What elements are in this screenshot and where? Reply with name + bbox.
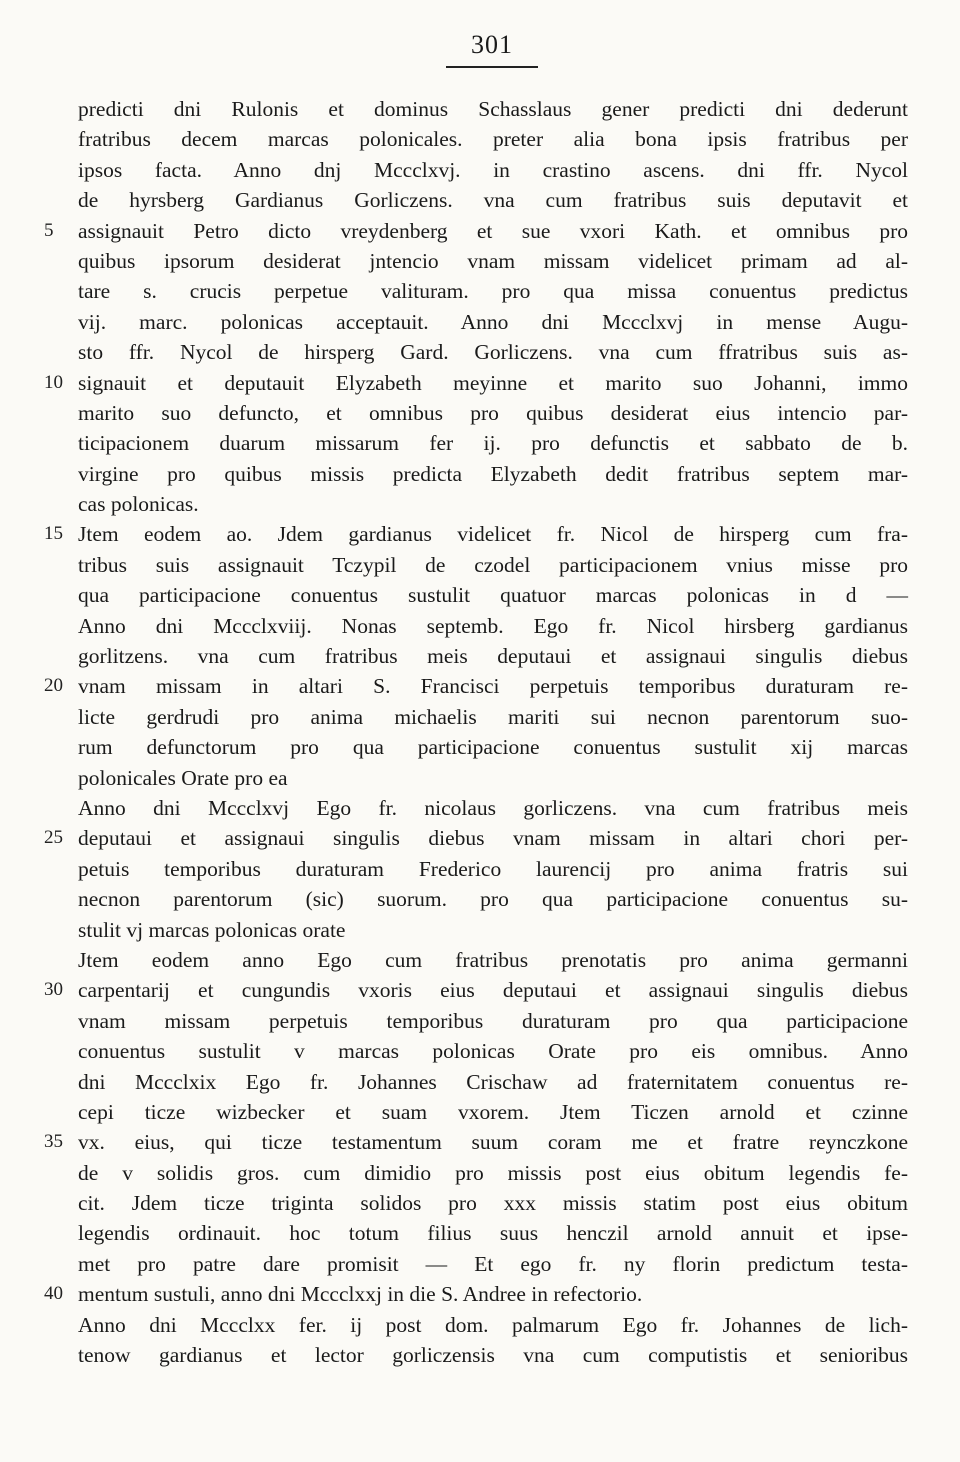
line-number: 10 <box>44 371 63 393</box>
line-text: de v solidis gros. cum dimidio pro missis post eius obitum legendis fe- <box>78 1160 908 1185</box>
text-line <box>78 307 908 337</box>
text-line <box>78 1340 908 1370</box>
line-text: signauit et deputauit Elyzabeth meyinne et marito suo Johanni, immo <box>78 370 908 395</box>
line-text: vx. eius, qui ticze testamentum suum coram me et fratre reynczkone <box>78 1130 908 1155</box>
line-text: vnam missam in altari S. Francisci perpetuis temporibus duraturam re- <box>78 674 908 699</box>
text-line <box>44 519 908 549</box>
line-text: Anno dni Mccclxx fer. ij post dom. palmarum Ego fr. Johannes de lich- <box>78 1312 908 1337</box>
line-text: cas polonicas. <box>78 492 199 517</box>
line-text: tenow gardianus et lector gorliczensis vna cum computistis et senioribus <box>78 1343 908 1368</box>
line-text: deputaui et assignaui singulis diebus vnam missam in altari chori per- <box>78 826 908 851</box>
text-line <box>78 1188 908 1218</box>
text-line <box>78 732 908 762</box>
text-line <box>78 641 908 671</box>
line-text: Anno dni Mccclxvj Ego fr. nicolaus gorliczens. vna cum fratribus meis <box>78 795 908 820</box>
line-text: virgine pro quibus missis predicta Elyzabeth dedit fratribus septem mar- <box>78 461 908 486</box>
text-line <box>78 763 908 793</box>
line-number: 40 <box>44 1283 63 1305</box>
text-line <box>78 1158 908 1188</box>
line-text: petuis temporibus duraturam Frederico laurencij pro anima fratris sui <box>78 856 908 881</box>
line-text: legendis ordinauit. hoc totum filius suus henczil arnold annuit et ipse- <box>78 1221 908 1246</box>
line-text: sto ffr. Nycol de hirsperg Gard. Gorliczens. vna cum ffratribus suis as- <box>78 340 908 365</box>
line-text: cit. Jdem ticze triginta solidos pro xxx missis statim post eius obitum <box>78 1191 908 1216</box>
text-line <box>78 550 908 580</box>
line-text: tribus suis assignauit Tczypil de czodel participacionem vnius misse pro <box>78 552 908 577</box>
line-text: polonicales Orate pro ea <box>78 765 288 790</box>
text-line <box>78 1310 908 1340</box>
text-line <box>78 459 908 489</box>
line-text: ipsos facta. Anno dnj Mccclxvj. in crastino ascens. dni ffr. Nycol <box>78 157 908 182</box>
text-line <box>44 671 908 701</box>
text-line <box>78 246 908 276</box>
text-line <box>78 945 908 975</box>
text-line <box>78 702 908 732</box>
page-number: 301 <box>471 30 513 59</box>
text-line <box>78 94 908 124</box>
line-text: met pro patre dare promisit — Et ego fr. ny florin predictum testa- <box>78 1251 908 1276</box>
text-line <box>78 580 908 610</box>
line-number: 15 <box>44 523 63 545</box>
text-line <box>78 1218 908 1248</box>
text-line <box>78 915 908 945</box>
line-text: Jtem eodem ao. Jdem gardianus videlicet fr. Nicol de hirsperg cum fra- <box>78 522 908 547</box>
line-text: dni Mccclxix Ego fr. Johannes Crischaw ad fraternitatem conuentus re- <box>78 1069 908 1094</box>
document-body <box>44 94 908 1370</box>
text-line <box>78 185 908 215</box>
text-line <box>44 368 908 398</box>
text-line <box>44 975 908 1005</box>
text-line <box>78 884 908 914</box>
text-line <box>78 611 908 641</box>
line-text: vij. marc. polonicas acceptauit. Anno dni Mccclxvj in mense Augu- <box>78 309 908 334</box>
text-line <box>44 823 908 853</box>
line-text: Jtem eodem anno Ego cum fratribus prenotatis pro anima germanni <box>78 947 908 972</box>
text-line <box>78 1249 908 1279</box>
text-line <box>78 1006 908 1036</box>
text-line <box>78 854 908 884</box>
line-text: cepi ticze wizbecker et suam vxorem. Jtem Ticzen arnold et czinne <box>78 1099 908 1124</box>
line-text: gorlitzens. vna cum fratribus meis deputaui et assignaui singulis diebus <box>78 644 908 669</box>
line-text: fratribus decem marcas polonicales. preter alia bona ipsis fratribus per <box>78 127 908 152</box>
line-number: 35 <box>44 1131 63 1153</box>
text-line <box>78 489 908 519</box>
line-text: carpentarij et cungundis vxoris eius deputaui et assignaui singulis diebus <box>78 978 908 1003</box>
text-line <box>78 428 908 458</box>
text-line <box>78 1067 908 1097</box>
line-text: marito suo defuncto, et omnibus pro quibus desiderat eius intencio par- <box>78 400 908 425</box>
line-text: predicti dni Rulonis et dominus Schasslaus gener predicti dni dederunt <box>78 97 908 121</box>
text-line <box>78 398 908 428</box>
page-number-rule <box>446 66 538 68</box>
line-number: 25 <box>44 827 63 849</box>
text-line <box>44 1279 908 1309</box>
line-number: 5 <box>44 219 54 241</box>
line-number: 30 <box>44 979 63 1001</box>
line-text: quibus ipsorum desiderat jntencio vnam missam videlicet primam ad al- <box>78 248 908 273</box>
line-text: rum defunctorum pro qua participacione conuentus sustulit xij marcas <box>78 735 908 760</box>
line-text: conuentus sustulit v marcas polonicas Orate pro eis omnibus. Anno <box>78 1039 908 1064</box>
text-line <box>78 793 908 823</box>
line-text: vnam missam perpetuis temporibus duraturam pro qua participacione <box>78 1008 908 1033</box>
line-text: de hyrsberg Gardianus Gorliczens. vna cum fratribus suis deputavit et <box>78 188 908 213</box>
text-line <box>78 337 908 367</box>
text-line <box>78 124 908 154</box>
line-text: qua participacione conuentus sustulit quatuor marcas polonicas in d — <box>78 583 908 608</box>
text-line <box>78 276 908 306</box>
line-number: 20 <box>44 675 63 697</box>
line-text: mentum sustuli, anno dni Mccclxxj in die S. Andree in refectorio. <box>78 1282 643 1307</box>
line-text: tare s. crucis perpetue valituram. pro qua missa conuentus predictus <box>78 279 908 304</box>
text-line <box>44 216 908 246</box>
line-text: licte gerdrudi pro anima michaelis mariti sui necnon parentorum suo- <box>78 704 908 729</box>
line-text: stulit vj marcas polonicas orate <box>78 917 346 942</box>
text-line <box>44 1127 908 1157</box>
text-line <box>78 1097 908 1127</box>
line-text: Anno dni Mccclxviij. Nonas septemb. Ego fr. Nicol hirsberg gardianus <box>78 613 908 638</box>
line-text: ticipacionem duarum missarum fer ij. pro defunctis et sabbato de b. <box>78 431 908 456</box>
line-text: necnon parentorum (sic) suorum. pro qua participacione conuentus su- <box>78 887 908 912</box>
text-line <box>78 155 908 185</box>
text-line <box>78 1036 908 1066</box>
line-text: assignauit Petro dicto vreydenberg et sue vxori Kath. et omnibus pro <box>78 218 908 243</box>
